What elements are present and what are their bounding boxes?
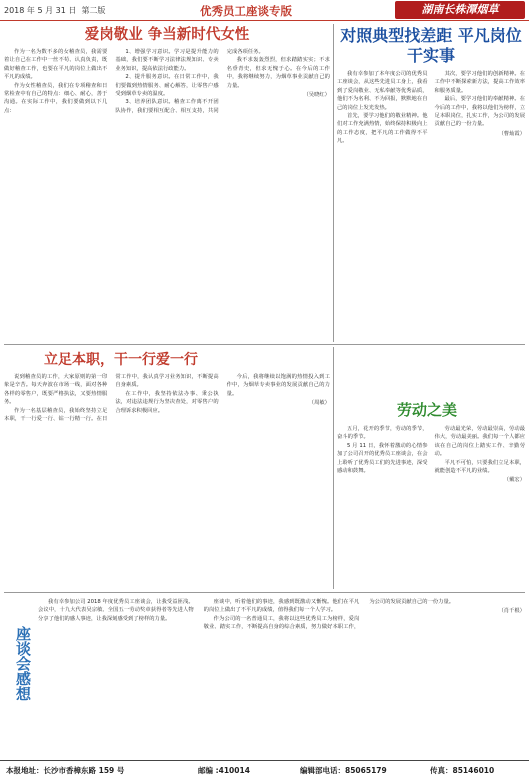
article-3 [4,347,330,589]
footer-fax: 传真：85146010 [430,766,495,775]
article-2-title: 对照典型找差距 平凡岗位干实事 [340,26,522,65]
section-divider [4,592,525,593]
article-5-author: （肖千根） [498,608,525,615]
article-1-author: （吴晓红） [303,92,330,99]
issue-date: 2018 年 5 月 31 日 第二版 [4,6,106,15]
section-divider [4,344,525,345]
page-footer [0,760,529,779]
article-4-author: （戴宏） [503,477,525,484]
column-divider [333,24,334,342]
article-2 [337,24,525,342]
article-3-title: 立足本职，干一行爱一行 [44,352,198,368]
article-4 [337,347,525,589]
footer-editor-phone: 编辑部电话：85065179 [300,766,387,775]
article-4-body: 五月，花开的季节，劳动的季节，奋斗的季节。 5 月 11 日，我怀着激动的心情参加了公司召开的优秀员工座谈会，在会上聆听了优秀员工们的先进事迹，深受感动和鼓舞。 劳动最光荣，劳动最崇高，劳动最伟大，劳动最美丽。我们每一个人都应该在自己的岗位上踏实工作、辛勤劳动。 平凡不可怕，只要我们立足本职，就能创造不平凡的业绩。 （戴宏） [337,426,525,484]
article-5-body: 我有幸参加公司 2018 年度优秀员工座谈会，让我受益匪浅。会议中，十九大代表吴宗敏、全国五一劳动奖章获得者等先进人物分享了他们的感人事迹，让我深刻感受到了榜样的力量。 座谈中，听着他们的事迹，我感到既激动又惭愧。他们在平凡的岗位上做出了不平凡的成绩，值得我们每一个人学习。 作为公司的一名普通员工，我将以这些优秀员工为榜样，爱岗敬业、踏实工作，不断提高自身的综合素质，努力做好本职工作，为公司的发展贡献自己的一份力量。 （肖千根） [38,599,525,631]
page-title: 优秀员工座谈专版 [200,4,292,18]
page-header [0,0,529,22]
article-1 [4,24,330,342]
article-2-author: （曹灿霞） [498,130,525,137]
article-5 [4,596,525,756]
footer-postcode: 邮编 :410014 [198,766,250,775]
article-2-body: 我有幸参加了本年度公司的优秀员工座谈会，从这些先进员工身上，我看到了爱岗敬业、无私奉献等优秀品质，他们不为名利、不为回报，默默地在自己的岗位上发光发热。 首先，要学习他们的敬业精神。他们对工作充满热情，始终保持积极向上的工作态度，把平凡的工作做得不平凡。 其次，要学习他们的创新精神。在工作中不断探索新方法，提高工作效率和服务质量。 最后，要学习他们的奉献精神。在今后的工作中，我将以他们为榜样，立足本职岗位，扎实工作，为公司的发展贡献自己的一份力量。 （曹灿霞） [337,71,525,145]
article-5-title: 座谈会感想 [14,626,32,701]
article-1-title: 爱岗敬业 争当新时代女性 [84,26,250,43]
article-3-body: 说到稽查员的工作，大家原则的第一印象是辛苦。每天奔波在市场一线，面对各种各样的零售户，既要严格执法，又要热情服务。 作为一名基层稽查员，我始终坚持立足本职，干一行爱一行、钻一行精一行。在日常工作中，我认真学习业务知识，不断提高自身素质。 在工作中，我坚持依法办事、秉公执法，对违法违规行为坚决查处，对零售户的合理诉求积极回应。 今后，我将继续以饱满的热情投入到工作中，为烟草专卖事业的发展贡献自己的力量。 （周敏） [4,374,330,423]
header-divider [0,20,529,21]
newspaper-logo: 湖南长株潭烟草 [395,1,525,19]
article-1-body: 作为一名为数不多的女稽查员，我需要着让自己在工作中一丝不苟、认真负责，既做好稽查工作，也要在平凡的岗位上做出不平凡的成绩。 作为女性稽查员，我们在专项稽查和日常检查中有自己的特点：细心、耐心，善于沟通。在实际工作中，我们要做到以下几点： 1、增强学习意识。学习是提升能力的基础，我们要不断学习法律法规知识、专卖业务知识，提高依法行政能力。 2、提升服务意识。在日常工作中，我们要做到热情服务、耐心解答，让零售户感受到烟草专卖的温度。 3、培养团队意识。稽查工作离不开团队协作，我们要相互配合、相互支持，共同完成各项任务。 我不求轰轰烈烈，但求踏踏实实；不求名垂青史，但求无愧于心。在今后的工作中，我将继续努力，为烟草事业贡献自己的力量。 （吴晓红） [4,49,330,114]
article-3-author: （周敏） [308,400,330,407]
footer-address: 本报地址：长沙市香樟东路 159 号 [6,766,125,775]
article-4-title: 劳动之美 [397,401,458,419]
column-divider [333,347,334,589]
